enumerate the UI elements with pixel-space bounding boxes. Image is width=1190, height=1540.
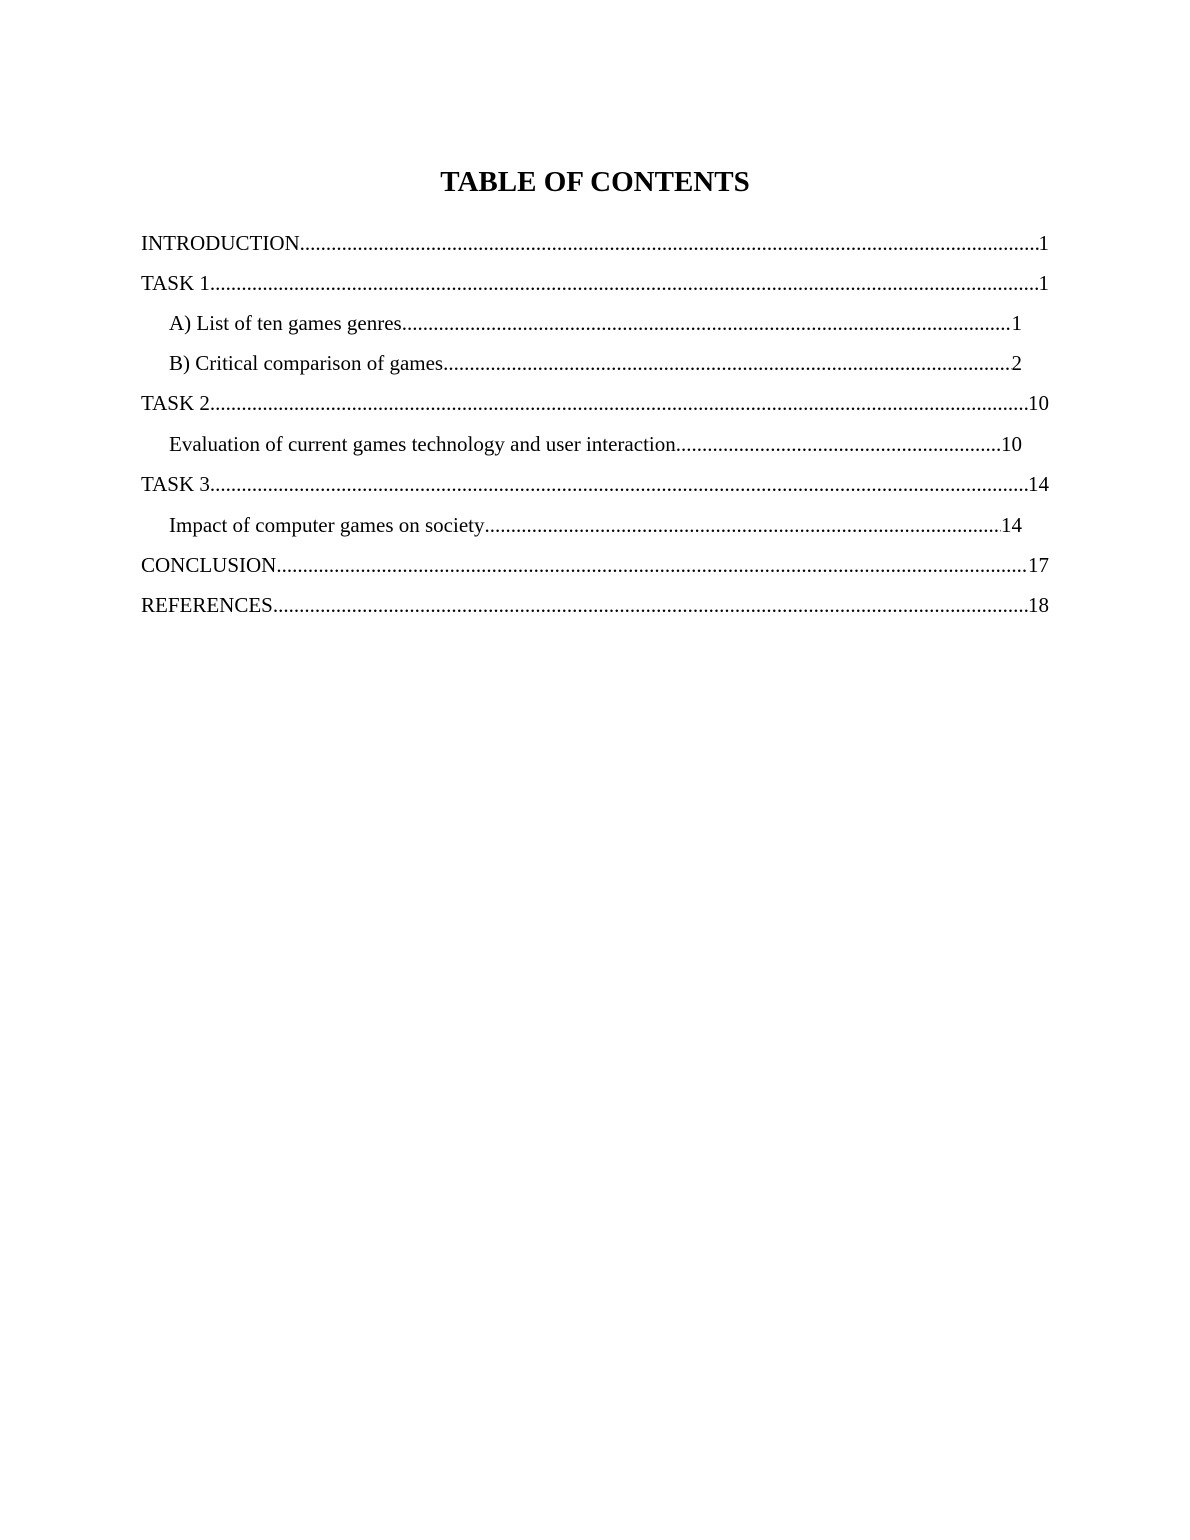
toc-entry-label: INTRODUCTION (141, 231, 300, 255)
toc-dot-leader (484, 511, 1001, 539)
toc-dot-leader (273, 591, 1028, 619)
toc-dot-leader (276, 551, 1028, 579)
toc-dot-leader (210, 389, 1028, 417)
toc-entry-label: Impact of computer games on society (169, 513, 485, 537)
toc-page-number: 17 (1028, 553, 1049, 577)
toc-entry-label: B) Critical comparison of games (169, 351, 444, 375)
toc-entry-label: Evaluation of current games technology and user interaction (169, 432, 676, 456)
toc-dot-leader (210, 269, 1039, 297)
toc-entry-label: A) List of ten games genres (169, 311, 402, 335)
toc-page-number: 10 (1001, 432, 1022, 456)
toc-entry-evaluation[interactable] (169, 430, 1022, 458)
toc-entry-label: TASK 1 (141, 271, 210, 295)
toc-page-number: 14 (1001, 513, 1022, 537)
toc-page-number: 18 (1028, 593, 1049, 617)
toc-page-number: 14 (1028, 472, 1049, 496)
toc-page-number: 2 (1011, 351, 1022, 375)
toc-dot-leader (300, 229, 1039, 257)
toc-dot-leader (443, 349, 1011, 377)
toc-entry-introduction[interactable] (141, 229, 1049, 257)
toc-page-number: 10 (1028, 391, 1049, 415)
toc-dot-leader (402, 309, 1012, 337)
toc-entry-task-2[interactable] (141, 389, 1049, 417)
toc-entry-critical-comparison[interactable] (169, 349, 1022, 377)
toc-dot-leader (676, 430, 1001, 458)
toc-entry-label: REFERENCES (141, 593, 273, 617)
toc-entry-task-1[interactable] (141, 269, 1049, 297)
toc-entry-task-3[interactable] (141, 470, 1049, 498)
page-title: TABLE OF CONTENTS (440, 166, 750, 198)
toc-entry-conclusion[interactable] (141, 551, 1049, 579)
toc-entry-label: TASK 3 (141, 472, 210, 496)
toc-entry-references[interactable] (141, 591, 1049, 619)
toc-entry-label: CONCLUSION (141, 553, 277, 577)
toc-page-number: 1 (1038, 231, 1049, 255)
toc-entry-label: TASK 2 (141, 391, 210, 415)
toc-entry-game-genres[interactable] (169, 309, 1022, 337)
toc-page-number: 1 (1038, 271, 1049, 295)
toc-page-number: 1 (1011, 311, 1022, 335)
toc-dot-leader (210, 470, 1028, 498)
toc-entry-impact[interactable] (169, 511, 1022, 539)
